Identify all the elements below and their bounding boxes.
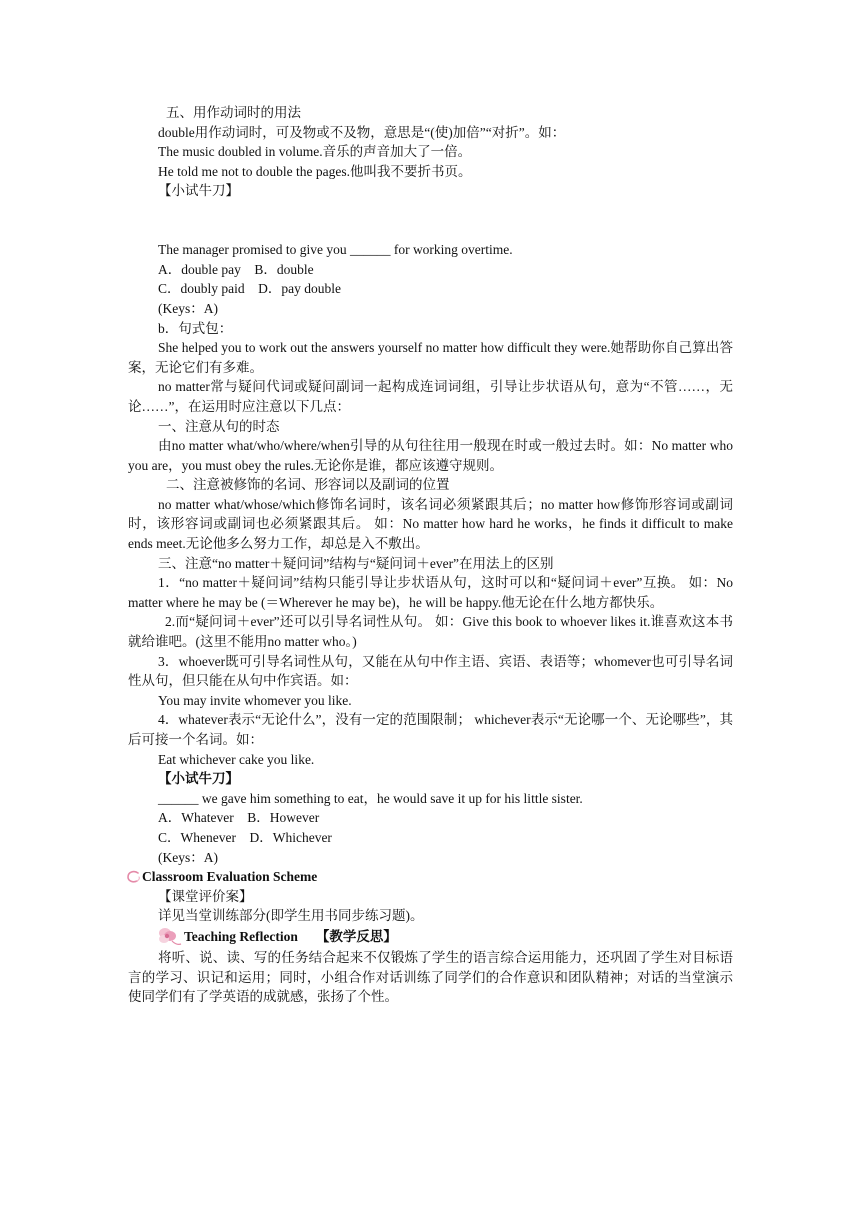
exercise-options: A．Whatever B．However [158, 810, 320, 826]
exercise-heading: 【小试牛刀】 [158, 771, 239, 787]
exercise-question: The manager promised to give you ______ for working overtime. [158, 242, 513, 258]
section-heading: 二、注意被修饰的名词、形容词以及副词的位置 [166, 477, 450, 493]
paragraph: She helped you to work out the answers yourself no matter how difficult they were.她帮助你自己算出答案，无论它们有多难。 [128, 340, 733, 375]
example-sentence: You may invite whomever you like. [158, 692, 352, 708]
paragraph: 1．“no matter＋疑问词”结构只能引导让步状语从句，这时可以和“疑问词＋ever”互换。 如：No matter where he may be (＝Wherever he may be)，he will be happy.他无论在什么地方都快乐。 [128, 575, 733, 610]
blank-line [128, 221, 733, 241]
pink-flower-icon [156, 926, 182, 948]
heading-text: Teaching Reflection [184, 929, 298, 945]
paragraph: 4．whatever表示“无论什么”，没有一定的范围限制； whichever表示“无论哪一个、无论哪些”，其后可接一个名词。如： [128, 712, 733, 747]
classroom-evaluation-heading [128, 867, 733, 887]
paragraph: no matter常与疑问代词或疑问副词一起构成连词词组，引导让步状语从句，意为“不管……，无论……”，在运用时应注意以下几点： [128, 379, 733, 414]
paragraph: double用作动词时，可及物或不及物，意思是“(使)加倍”“对折”。如： [158, 124, 566, 140]
paragraph: 2.而“疑问词＋ever”还可以引导名词性从句。 如：Give this book to whoever likes it.谁喜欢这本书就给谁吧。(这里不能用no matter who。) [128, 614, 733, 650]
exercise-options: C．Whenever D．Whichever [158, 829, 332, 845]
paragraph: 详见当堂训练部分(即学生用书同步练习题)。 [158, 908, 424, 924]
paragraph: 由no matter what/who/where/when引导的从句往往用一般现在时或一般过去时。如：No matter who you are，you must obey the rules.无论你是谁，都应该遵守规则。 [128, 438, 733, 473]
exercise-key: (Keys：A) [158, 849, 218, 865]
blank-line [128, 201, 733, 221]
exercise-question: ______ we gave him something to eat，he would save it up for his little sister. [158, 790, 583, 806]
section-label: 【课堂评价案】 [158, 888, 253, 904]
exercise-options: A．double pay B．double [158, 261, 314, 277]
heading-text-cn: 【教学反思】 [315, 929, 397, 945]
heading-text: Classroom Evaluation Scheme [142, 869, 318, 885]
document-page [128, 103, 733, 1007]
section-heading: 三、注意“no matter＋疑问词”结构与“疑问词＋ever”在用法上的区别 [158, 555, 554, 571]
paragraph: 3．whoever既可引导名词性从句，又能在从句中作主语、宾语、表语等；whomever也可引导名词性从句，但只能在从句中作宾语。如： [128, 653, 733, 689]
exercise-options: C．doubly paid D．pay double [158, 281, 341, 297]
exercise-key: (Keys：A) [158, 300, 218, 316]
exercise-heading: 【小试牛刀】 [158, 183, 239, 199]
paragraph: no matter what/whose/which修饰名词时，该名词必须紧跟其后；no matter how修饰形容词或副词时，该形容词或副词也必须紧跟其后。 如：No matter how hard he works，he finds it difficult to make ends meet.无论他多么努力工作，却总是入不敷出。 [128, 496, 733, 552]
example-sentence: Eat whichever cake you like. [158, 751, 315, 767]
teaching-reflection-heading [128, 926, 733, 948]
section-label: b．句式包： [158, 320, 233, 336]
pink-swirl-icon [126, 870, 142, 884]
example-sentence: He told me not to double the pages.他叫我不要折书页。 [158, 163, 472, 179]
paragraph: 将听、说、读、写的任务结合起来不仅锻炼了学生的语言综合运用能力，还巩固了学生对目标语言的学习、识记和运用；同时，小组合作对话训练了同学们的合作意识和团队精神；对话的当堂演示使同学们有了学英语的成就感，张扬了个性。 [128, 949, 733, 1005]
section-heading-verb-usage: 五、用作动词时的用法 [166, 105, 301, 120]
example-sentence: The music doubled in volume.音乐的声音加大了一倍。 [158, 144, 472, 160]
section-heading: 一、注意从句的时态 [158, 418, 280, 434]
